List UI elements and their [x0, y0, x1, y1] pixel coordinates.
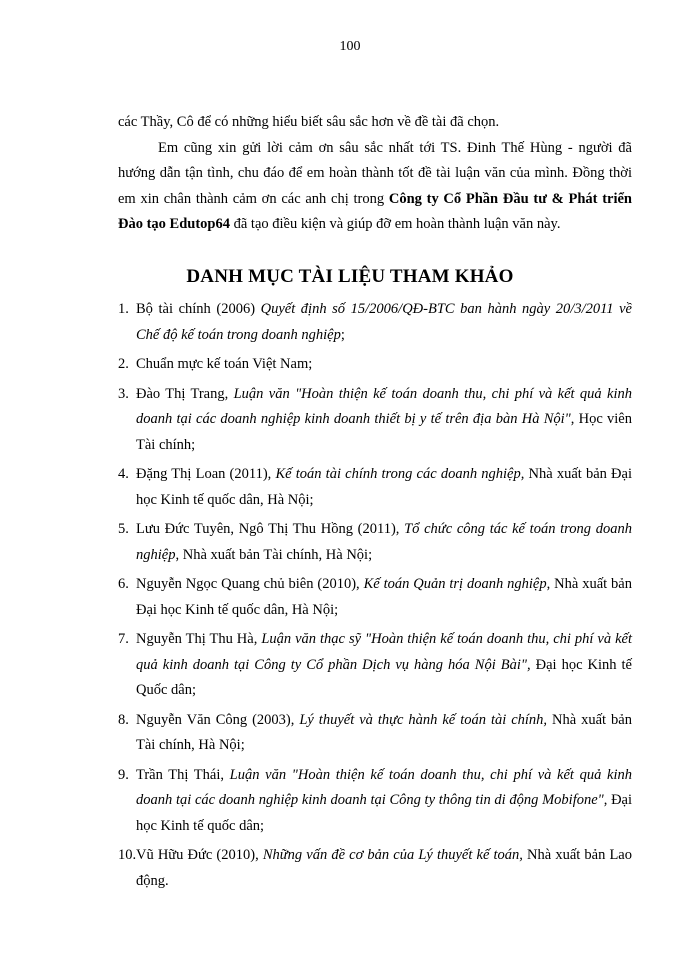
reference-number: 1.	[118, 301, 129, 317]
intro-text	[118, 110, 632, 238]
reference-item	[118, 297, 632, 348]
reference-publisher: Nhà xuất bản Tài chính, Hà Nội;	[136, 711, 632, 753]
reference-publisher: , Học viên Tài chính;	[136, 411, 632, 453]
references-heading: DANH MỤC TÀI LIỆU THAM KHẢO	[186, 266, 514, 287]
intro-p2-end: đã tạo điều kiện và giúp đỡ em hoàn thành luận văn này.	[230, 216, 561, 232]
reference-item	[118, 627, 632, 704]
reference-publisher: Đại học Kinh tế Quốc dân;	[136, 656, 632, 698]
reference-author: Chuẩn mực kế toán Việt Nam;	[136, 356, 313, 372]
reference-title: Kế toán tài chính trong các doanh nghiệp,	[275, 466, 525, 482]
reference-author: Đặng Thị Loan (2011),	[136, 466, 276, 482]
reference-item	[118, 763, 632, 840]
reference-author: Nguyễn Văn Công (2003),	[136, 711, 300, 728]
page-number: 100	[339, 39, 361, 54]
reference-author: Trần Thị Thái,	[136, 766, 230, 783]
reference-publisher: Nhà xuất bản Lao động.	[136, 847, 632, 889]
reference-number: 8.	[118, 711, 129, 728]
reference-number: 3.	[118, 385, 129, 402]
reference-publisher: , Nhà xuất bản Đại học Kinh tế quốc dân, Hà Nội;	[136, 576, 632, 618]
reference-title: Luận văn thạc sỹ "Hoàn thiện kế toán doanh thu, chi phí và kết quả kinh doanh tại Công ty Cổ phần Dịch vụ hàng hóa Nội Bài",	[136, 631, 632, 673]
reference-item	[118, 843, 632, 894]
reference-title: Luận văn "Hoàn thiện kế toán doanh thu, chi phí và kết quả kinh doanh tại các doanh nghiệp kinh doanh tại Công ty thông tin di động Mobifone"	[136, 766, 632, 808]
reference-author: Bộ tài chính (2006)	[136, 301, 261, 317]
reference-list	[118, 297, 632, 898]
reference-author: Nguyễn Thị Thu Hà,	[136, 631, 262, 647]
reference-item	[118, 708, 632, 759]
reference-title: Luận văn "Hoàn thiện kế toán doanh thu, chi phí và kết quả kinh doanh tại các doanh nghiệp kinh doanh thiết bị y tế trên địa bàn Hà Nội"	[136, 385, 632, 427]
reference-item	[118, 382, 632, 459]
reference-author: Đào Thị Trang,	[136, 385, 234, 402]
reference-title: Lý thuyết và thực hành kế toán tài chính,	[299, 711, 548, 728]
reference-author: Nguyễn Ngọc Quang chủ biên (2010),	[136, 576, 364, 592]
reference-title: Những vấn đề cơ bản của Lý thuyết kế toán,	[262, 847, 523, 863]
reference-item	[118, 462, 632, 513]
reference-item	[118, 572, 632, 623]
reference-number: 7.	[118, 631, 129, 647]
company-name: Công ty Cổ Phần Đầu tư & Phát triển Đào tạo Edutop64	[118, 190, 632, 232]
intro-p2-start: Em cũng xin gửi lời cảm ơn sâu sắc nhất tới TS. Đinh Thế Hùng - người đã hướng dẫn tận tình, chu đáo để em hoàn thành tốt đề tài luận văn của mình. Đồng thời em xin chân thành cảm ơn các anh chị trong	[118, 139, 632, 207]
reference-number: 10.	[118, 847, 137, 863]
reference-number: 9.	[118, 766, 129, 783]
reference-publisher: Nhà xuất bản Đại học Kinh tế quốc dân, Hà Nội;	[136, 466, 632, 508]
intro-paragraph-2	[118, 136, 632, 238]
reference-number: 4.	[118, 466, 129, 482]
reference-number: 5.	[118, 521, 129, 537]
reference-number: 6.	[118, 576, 129, 592]
reference-author: Vũ Hữu Đức (2010),	[136, 847, 263, 863]
reference-publisher: ;	[340, 326, 345, 343]
reference-item	[118, 517, 632, 568]
reference-publisher: , Đại học Kinh tế quốc dân;	[136, 792, 633, 834]
reference-title: Quyết định số 15/2006/QĐ-BTC ban hành ngày 20/3/2011 về Chế độ kế toán trong doanh nghiệp	[136, 301, 632, 343]
reference-title: Tổ chức công tác kế toán trong doanh nghiệp	[136, 521, 632, 563]
intro-paragraph-1: các Thầy, Cô để có những hiểu biết sâu sắc hơn về đề tài đã chọn.	[118, 114, 500, 130]
reference-number: 2.	[118, 356, 129, 372]
reference-title: Kế toán Quản trị doanh nghiệp	[363, 576, 547, 592]
reference-author: Lưu Đức Tuyên, Ngô Thị Thu Hồng (2011),	[136, 521, 405, 537]
reference-item	[118, 352, 632, 378]
reference-publisher: , Nhà xuất bản Tài chính, Hà Nội;	[175, 546, 373, 563]
